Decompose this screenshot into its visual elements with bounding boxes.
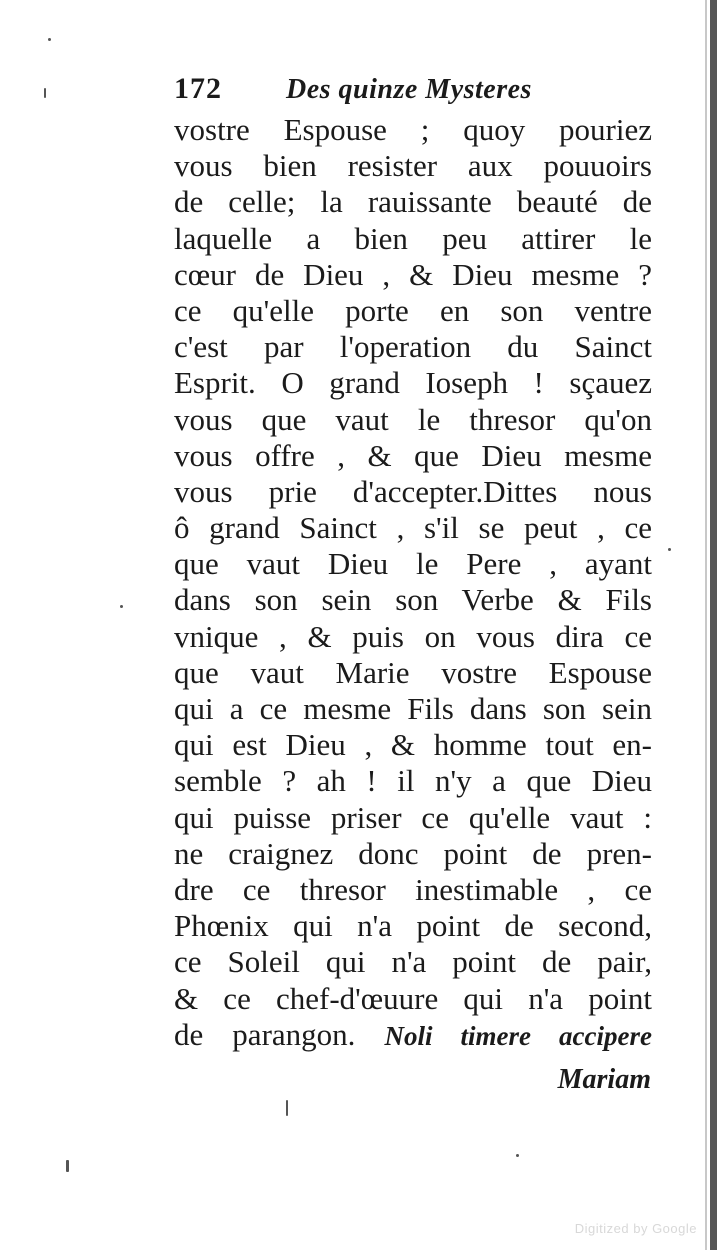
text-line: ce Soleil qui n'a point de pair, [174,944,652,980]
page-edge [710,0,717,1250]
text-line: vous offre , & que Dieu mesme [174,437,652,473]
text-line: vnique , & puis on vous dira ce [174,618,652,654]
text-line: Phœnix qui n'a point de second, [174,908,652,944]
text-line: dans son sein son Verbe & Fils [174,582,652,618]
paper-speck [286,1100,288,1116]
text-line: dre ce thresor inestimable , ce [174,871,652,907]
text-line: qui a ce mesme Fils dans son sein [174,691,652,726]
text-line: ce qu'elle porte en son ventre [174,292,652,328]
text-line: que vaut Dieu le Pere , ayant [174,546,652,582]
paper-speck [48,38,51,41]
text-line: vous prie d'accepter.Dittes nous [174,473,652,509]
text-line: laquelle a bien peu attirer le [174,220,652,256]
page-header [174,72,654,112]
text-line: c'est par l'operation du Sainct [174,329,652,365]
paper-speck [120,605,123,608]
text-line: Esprit. O grand Ioseph ! sçauez [174,365,652,401]
paper-speck [44,88,46,98]
text-line: semble ? ah ! il n'y a que Dieu [174,763,652,799]
page-number: 172 [174,72,222,105]
text-line: ô grand Sainct , s'il se peut , ce [174,510,652,546]
text-line: vostre Espouse ; quoy pouriez [174,112,652,147]
text-line: qui est Dieu , & homme tout en- [174,727,652,763]
catchword: Mariam [557,1064,651,1095]
text-line: vous que vaut le thresor qu'on [174,401,652,437]
digitization-watermark: Digitized by Google [574,1221,697,1236]
body-text [174,112,652,1053]
text-line: qui puisse priser ce qu'elle vaut : [174,799,652,835]
paper-speck [668,548,671,551]
text-line: & ce chef-d'œuure qui n'a point [174,980,652,1016]
text-line: que vaut Marie vostre Espouse [174,654,652,690]
latin-quotation: Noli timere accipere [384,1020,652,1051]
text-line: vous bien resister aux pouuoirs [174,148,652,184]
text-line: ne craignez donc point de pren- [174,835,652,871]
paper-speck [66,1160,69,1172]
paper-speck [516,1154,519,1157]
text-line-last [174,1017,652,1053]
text-line: de celle; la rauissante beauté de [174,184,652,220]
page-edge-shadow [705,0,707,1250]
running-title: Des quinze Mysteres [286,74,532,105]
text-line: cœur de Dieu , & Dieu mesme ? [174,256,652,292]
last-line-text: de parangon. [174,1016,356,1052]
